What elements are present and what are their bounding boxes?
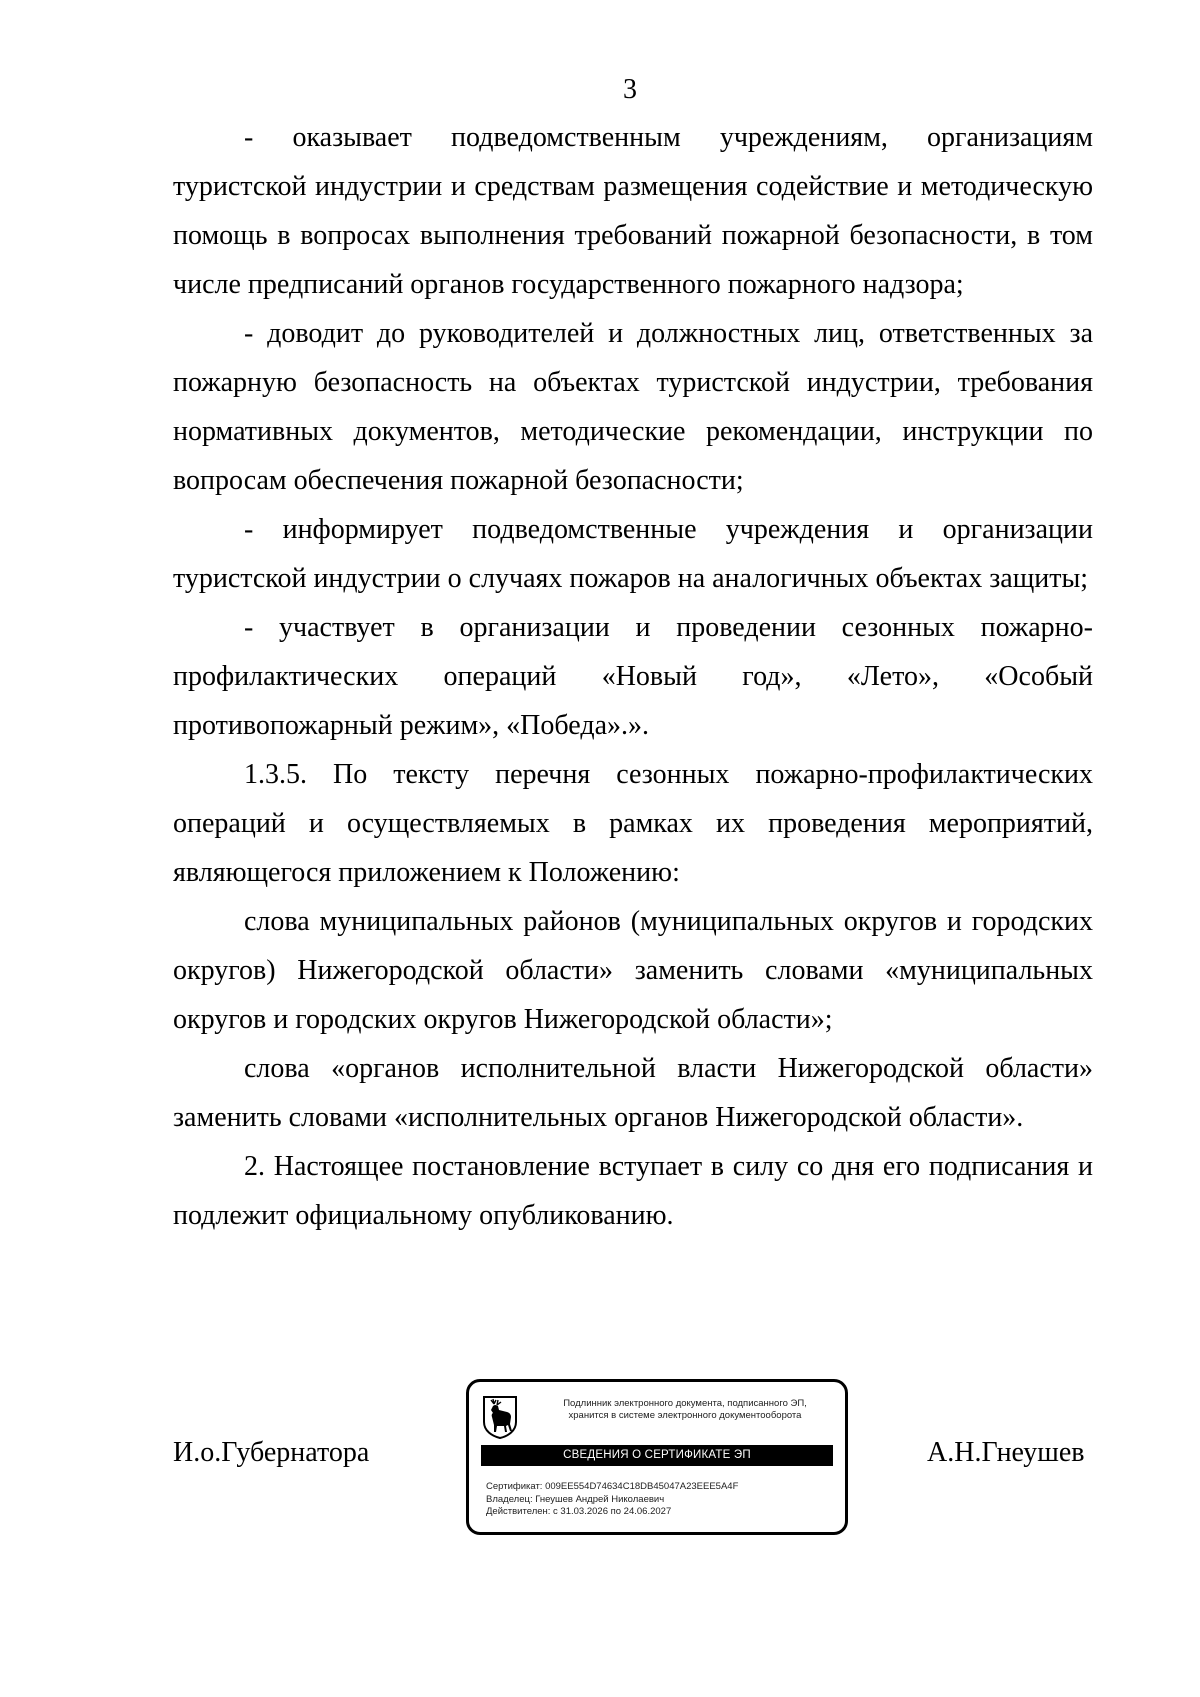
- paragraph-seasonal-operations: - участвует в организации и проведении сезонных пожарно-профилактических операций «Новый год», «Лето», «Особый противопожарный режим», «Победа».».: [173, 612, 1093, 741]
- paragraph-fire-safety-assistance: - оказывает подведомственным учреждениям, организациям туристской индустрии и средствам размещения содействие и методическую помощь в вопросах выполнения требований пожарной безопасности, в том числе предписаний органов государственного пожарного надзора;: [173, 122, 1093, 300]
- certificate-details: [486, 1481, 738, 1519]
- certificate-validity: Действителен: с 31.03.2026 по 24.06.2027: [486, 1506, 672, 1517]
- page-number: 3: [623, 74, 637, 105]
- paragraph-entry-into-force: 2. Настоящее постановление вступает в силу со дня его подписания и подлежит официальному опубликованию.: [173, 1151, 1093, 1231]
- paragraph-bring-requirements: - доводит до руководителей и должностных лиц, ответственных за пожарную безопасность на объектах туристской индустрии, требования нормативных документов, методические рекомендации, инструкции по вопросам обеспечения пожарной безопасности;: [173, 318, 1093, 496]
- document-body: [173, 113, 1093, 1240]
- certificate-owner: Владелец: Гнеушев Андрей Николаевич: [486, 1493, 665, 1505]
- stamp-note: [529, 1398, 841, 1422]
- paragraph-replace-districts: слова муниципальных районов (муниципальных округов и городских округов) Нижегородской области» заменить словами «муниципальных округов и городских округов Нижегородской области»;: [173, 906, 1093, 1035]
- certificate-number: Сертификат: 009EE554D74634C18DB45047A23EEE5A4F: [486, 1481, 739, 1492]
- signatory-name: А.Н.Гнеушев: [927, 1437, 1085, 1468]
- signatory-position: И.о.Губернатора: [173, 1437, 370, 1468]
- paragraph-inform-fires: - информирует подведомственные учреждения и организации туристской индустрии о случаях пожаров на аналогичных объектах защиты;: [173, 514, 1093, 594]
- paragraph-1-3-5: 1.3.5. По тексту перечня сезонных пожарно-профилактических операций и осуществляемых в рамках их проведения мероприятий, являющегося приложением к Положению:: [173, 759, 1093, 888]
- stamp-header: СВЕДЕНИЯ О СЕРТИФИКАТЕ ЭП: [481, 1445, 833, 1466]
- stamp-note-line2: хранится в системе электронного документооборота: [568, 1410, 802, 1421]
- nizhny-novgorod-deer-emblem-icon: [481, 1394, 519, 1440]
- paragraph-replace-authorities: слова «органов исполнительной власти Нижегородской области» заменить словами «исполнительных органов Нижегородской области».: [173, 1053, 1093, 1133]
- electronic-signature-stamp: [466, 1379, 848, 1535]
- stamp-note-line1: Подлинник электронного документа, подписанного ЭП,: [563, 1398, 807, 1409]
